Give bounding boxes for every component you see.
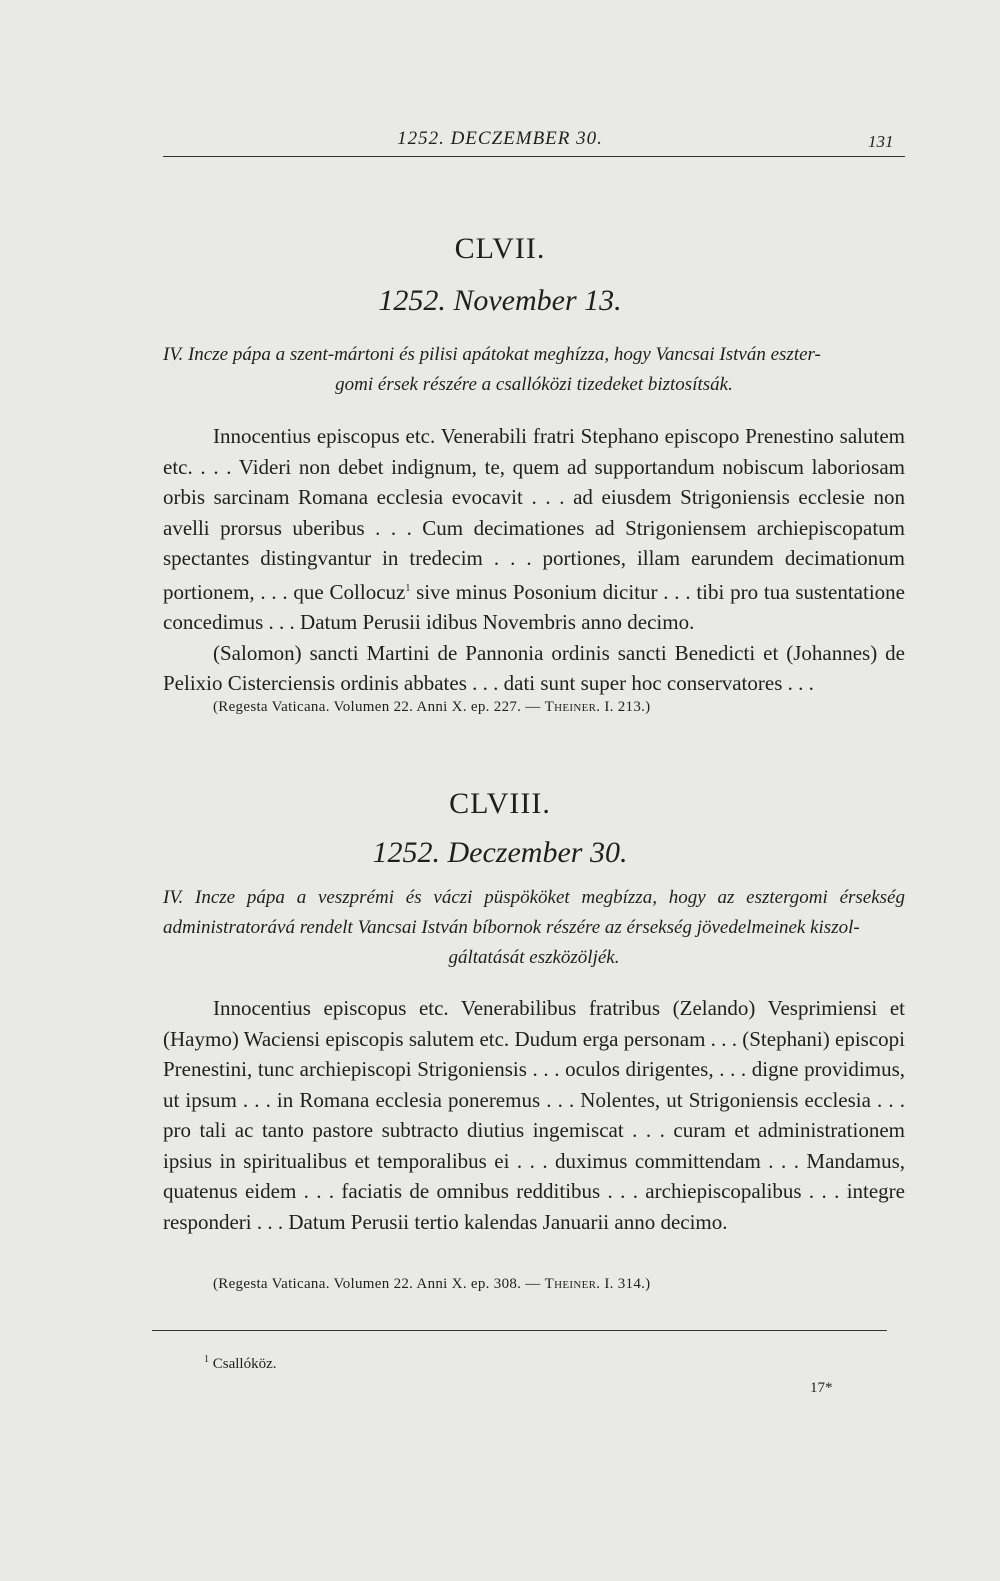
body-paragraph: (Salomon) sancti Martini de Pannonia ordinis sancti Benedicti et (Johannes) de Pelixio Cisterciensis ordinis abbates . . . dati sunt super hoc conservatores . . . (163, 640, 905, 695)
source-prefix: (Regesta Vaticana. Volumen 22. Anni X. ep. 308. — (213, 1276, 545, 1292)
document-body (163, 993, 905, 1237)
summary-line: gomi érsek részére a csallóközi tizedeket biztosítsák. (335, 374, 733, 395)
footnote-reference: 1 (405, 582, 411, 594)
body-paragraph: Innocentius episcopus etc. Venerabilibus fratribus (Zelando) Vesprimiensi et (Haymo) Waciensi episcopis salutem etc. Dudum erga personam . . . (Stephani) episcopi Prenestini, tunc archiepiscopi Strigoniensis . . . oculos dirigentes, . . . digne providimus, ut ipsum . . . in Romana ecclesia poneremus . . . Nolentes, ut Strigoniensis ecclesia . . . pro tali ac tanto pastore subtracto diutius ingemiscat . . . curam et administrationem ipsius in spiritualibus et temporalibus ei . . . duximus committendam . . . Mandamus, quatenus eidem . . . faciatis de omnibus redditibus . . . archiepiscopalibus . . . integre responderi . . . Datum Perusii tertio kalendas Januarii anno decimo. (163, 996, 905, 1234)
footnote (204, 1354, 277, 1373)
summary-line: IV. Incze pápa a veszprémi és váczi püspököket megbízza, hogy az esztergomi érsekség administratorává rendelt Vancsai István bíbornok részére az érsekség jövedelmeinek kiszol- (163, 887, 905, 938)
summary-line: IV. Incze pápa a szent-mártoni és pilisi apátokat meghízza, hogy Vancsai István eszter- (163, 344, 821, 365)
body-text-part: sive minus Posonium dicitur . . . tibi pro tua sustentatione concedimus . . . Datum Perusii idibus Novembris anno decimo. (163, 579, 905, 634)
document-summary (163, 340, 905, 400)
document-date: 1252. Deczember 30. (372, 836, 628, 869)
footnote-rule (152, 1330, 887, 1331)
source-author: Theiner (544, 699, 597, 715)
source-suffix: . I. 314.) (596, 1276, 651, 1292)
document-date: 1252. November 13. (378, 284, 622, 317)
body-paragraph (163, 421, 905, 638)
source-prefix: (Regesta Vaticana. Volumen 22. Anni X. ep. 227. — (213, 699, 545, 715)
footnote-text: Csallóköz. (209, 1356, 277, 1372)
source-suffix: . I. 213.) (596, 699, 651, 715)
source-citation (213, 1276, 913, 1293)
source-citation (213, 699, 913, 716)
document-number: CLVIII. (449, 787, 551, 820)
running-head: 1252. DECZEMBER 30. (397, 128, 603, 149)
page-number: 131 (868, 132, 894, 151)
summary-line: gáltatását eszközöljék. (448, 947, 620, 968)
document-summary (163, 883, 905, 973)
document-body (163, 421, 905, 699)
document-number: CLVII. (454, 232, 546, 265)
body-text-part: Innocentius episcopus etc. Venerabili fratri Stephano episcopo Prenestino salutem etc. . . . Videri non debet indignum, te, quem ad supportandum nobiscum laboriosam orbis sarcinam Romana ecclesia evocavit . . . ad eiusdem Strigoniensis ecclesie non avelli prorsus uberibus . . . Cum decimationes ad Strigoniensem archiepiscopatum spectantes distingvantur in tredecim . . . portiones, illam earundem decimationum portionem, . . . que Collocuz (163, 424, 905, 604)
signature-mark: 17* (810, 1380, 833, 1396)
source-author: Theiner (544, 1276, 597, 1292)
footnote-marker: 1 (204, 1354, 209, 1365)
header-rule (163, 156, 905, 157)
